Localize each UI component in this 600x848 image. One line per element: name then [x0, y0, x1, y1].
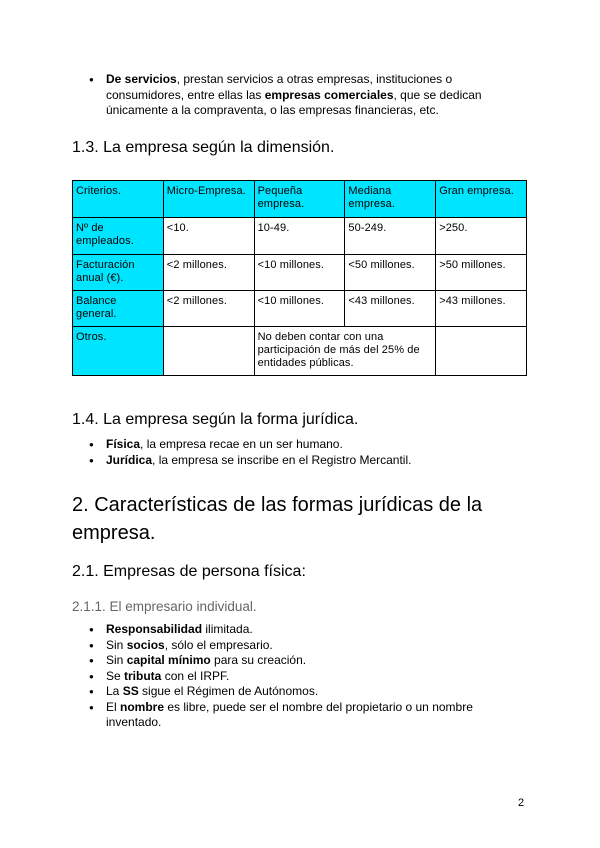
section-heading-2-1: 2.1. Empresas de persona física: [72, 563, 306, 580]
body-text: , prestan servicios a otras empresas, instituciones o consumidores, entre ellas las [106, 72, 453, 102]
table-cell: >50 millones. [436, 255, 527, 291]
body-text: , la empresa se inscribe en el Registro Mercantil. [152, 452, 412, 467]
list-item: ● Se tributa con el IRPF. [72, 669, 492, 685]
list-item: ● Responsabilidad ilimitada. [72, 622, 492, 638]
table-cell: <2 millones. [163, 291, 254, 327]
table-row-header: Nº de empleados. [73, 218, 164, 255]
section-heading-2-1-1: 2.1.1. El empresario individual. [72, 599, 257, 614]
individual-list [72, 622, 492, 731]
table-header-cell: Mediana empresa. [345, 181, 436, 218]
table-row-header: Otros. [73, 327, 164, 376]
table-header-cell: Criterios. [73, 181, 164, 218]
table-cell: <10. [163, 218, 254, 255]
bold-text: De servicios [106, 72, 177, 86]
table-header-row [73, 181, 527, 218]
table-row-header: Facturación anual (€). [73, 255, 164, 291]
bold-text: SS [122, 684, 139, 698]
bold-text: Física [106, 437, 141, 451]
table-header-cell: Gran empresa. [436, 181, 527, 218]
table-cell: No deben contar con una participación de más del 25% de entidades públicas. [254, 327, 436, 376]
table-cell: <10 millones. [254, 255, 345, 291]
table-header-cell: Micro-Empresa. [163, 181, 254, 218]
table-row [73, 327, 527, 376]
table-cell: >250. [436, 218, 527, 255]
forma-juridica-list [72, 437, 512, 468]
list-item: ● Sin socios, sólo el empresario. [72, 638, 492, 654]
table-row [73, 255, 527, 291]
section-heading-1-4: 1.4. La empresa según la forma jurídica. [72, 411, 359, 428]
table-header-cell: Pequeña empresa. [254, 181, 345, 218]
bold-text: capital mínimo [126, 653, 211, 667]
bold-text: Jurídica [106, 452, 153, 467]
bold-text: tributa [124, 668, 162, 683]
table-cell: <2 millones. [163, 255, 254, 291]
servicios-list [72, 72, 492, 119]
table-cell: <43 millones. [345, 291, 436, 327]
table-cell: <50 millones. [345, 255, 436, 291]
bold-text: socios [126, 637, 165, 652]
list-item: ● El nombre es libre, puede ser el nombre del propietario o un nombre inventado. [72, 700, 492, 731]
page-number: 2 [518, 797, 525, 809]
body-text: , que se dedican únicamente a la compraventa, o las empresas financieras, etc. [106, 87, 482, 117]
body-text: , la empresa recae en un ser humano. [140, 437, 343, 451]
table-row-header: Balance general. [73, 291, 164, 327]
table-cell: <10 millones. [254, 291, 345, 327]
bold-text: empresas comerciales [264, 87, 394, 102]
table-row [73, 218, 527, 255]
list-item: ● Sin capital mínimo para su creación. [72, 653, 492, 669]
table-cell: 50-249. [345, 218, 436, 255]
section-heading-1-3: 1.3. La empresa según la dimensión. [72, 139, 335, 156]
table-cell: 10-49. [254, 218, 345, 255]
table-cell [163, 327, 254, 376]
section-heading-2: 2. Características de las formas jurídicas de la empresa. [72, 494, 483, 544]
table-cell [436, 327, 527, 376]
dimension-table [72, 180, 527, 376]
list-item [72, 453, 512, 469]
list-item [72, 437, 512, 453]
list-item [72, 72, 492, 119]
bold-text: Responsabilidad [106, 622, 203, 636]
list-item: ● La SS sigue el Régimen de Autónomos. [72, 684, 492, 700]
bold-text: nombre [120, 699, 165, 714]
table-row [73, 291, 527, 327]
table-cell: >43 millones. [436, 291, 527, 327]
